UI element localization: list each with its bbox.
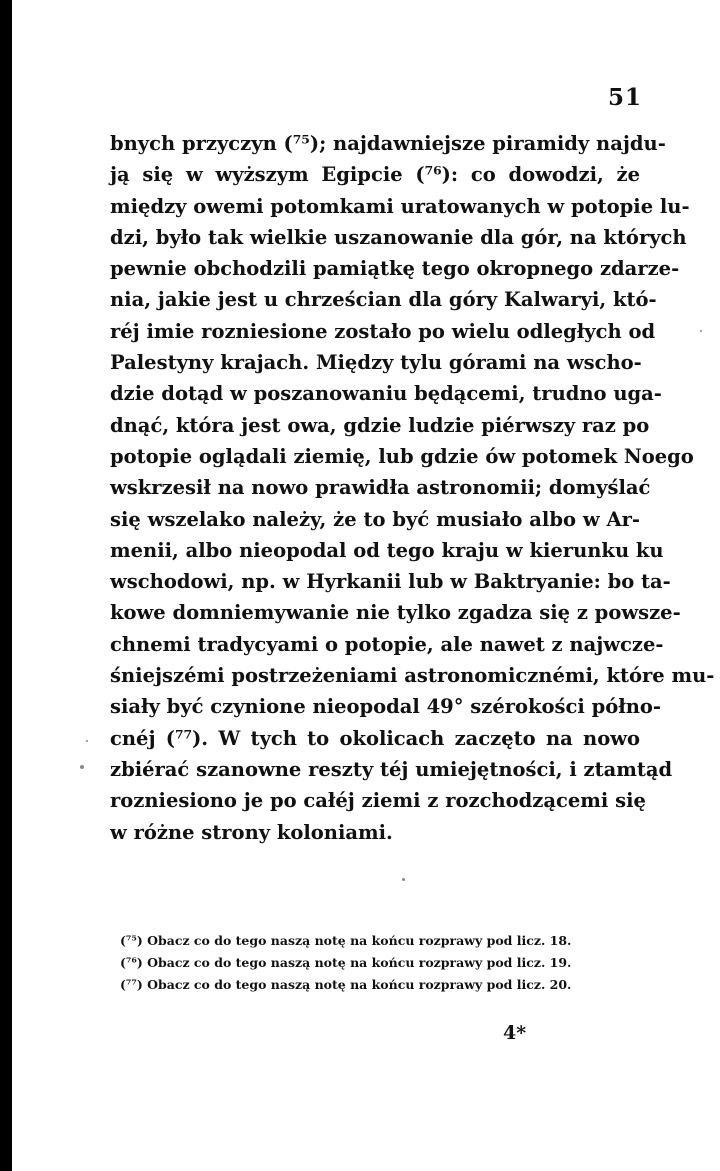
text-line: chnemi tradycyami o potopie, ale nawet z najwcze-: [110, 632, 664, 656]
text-line: pewnie obchodzili pamiątkę tego okropnego zdarze-: [110, 257, 680, 281]
text-line: się wszelako należy, że to być musiało albo w Ar-: [110, 507, 640, 531]
text-line: między owemi potomkami uratowanych w potopie lu-: [110, 194, 690, 218]
text-line: dzi, było tak wielkie uszanowanie dla gór, na których: [110, 225, 687, 249]
text-line: wskrzesił na nowo prawidła astronomii; domyślać: [110, 476, 651, 500]
paper-speck: [402, 878, 405, 881]
text-line: w różne strony koloniami.: [110, 820, 393, 844]
footnote: (⁷⁶) Obacz co do tego naszą notę na końcu rozprawy pod licz. 19.: [120, 955, 572, 970]
text-line: potopie oglądali ziemię, lub gdzie ów potomek Noego: [110, 444, 694, 468]
text-line: wschodowi, np. w Hyrkanii lub w Baktryanie: bo ta-: [110, 570, 671, 594]
footnotes: [120, 930, 620, 996]
text-line: siały być czynione nieopodal 49° szérokości półno-: [110, 695, 662, 719]
text-line: nia, jakie jest u chrześcian dla góry Kalwaryi, któ-: [110, 288, 657, 312]
text-line: ją się w wyższym Egipcie (⁷⁶): co dowodzi, że: [110, 163, 640, 187]
text-line: rozniesiono je po całéj ziemi z rozchodzącemi się: [110, 789, 646, 813]
text-line: dzie dotąd w poszanowaniu będącemi, trudno uga-: [110, 382, 662, 406]
paper-speck: [700, 330, 702, 332]
page-number: 51: [607, 84, 642, 111]
text-line: kowe domniemywanie nie tylko zgadza się z powsze-: [110, 601, 681, 625]
footnote: (⁷⁷) Obacz co do tego naszą notę na końcu rozprawy pod licz. 20.: [120, 977, 572, 992]
paper-speck: [80, 765, 84, 769]
footnote: (⁷⁵) Obacz co do tego naszą notę na końcu rozprawy pod licz. 18.: [120, 933, 572, 948]
page-binding-edge: [0, 0, 12, 1171]
text-line: bnych przyczyn (⁷⁵); najdawniejsze piramidy najdu-: [110, 132, 666, 155]
text-line: Palestyny krajach. Między tylu górami na wscho-: [110, 351, 642, 375]
text-line: dnąć, która jest owa, gdzie ludzie piérwszy raz po: [110, 413, 650, 437]
body-text: [110, 128, 715, 848]
text-line: menii, albo nieopodal od tego kraju w kierunku ku: [110, 538, 664, 562]
text-line: cnéj (⁷⁷). W tych to okolicach zaczęto na nowo: [110, 726, 640, 750]
paper-speck: [86, 740, 88, 742]
text-line: śniejszémi postrzeżeniami astronomicznémi, które mu-: [110, 664, 715, 688]
text-line: réj imie rozniesione zostało po wielu odległych od: [110, 319, 656, 343]
text-line: zbiérać szanowne reszty téj umiejętności, i ztamtąd: [110, 757, 673, 781]
signature-mark: 4*: [503, 1022, 527, 1044]
